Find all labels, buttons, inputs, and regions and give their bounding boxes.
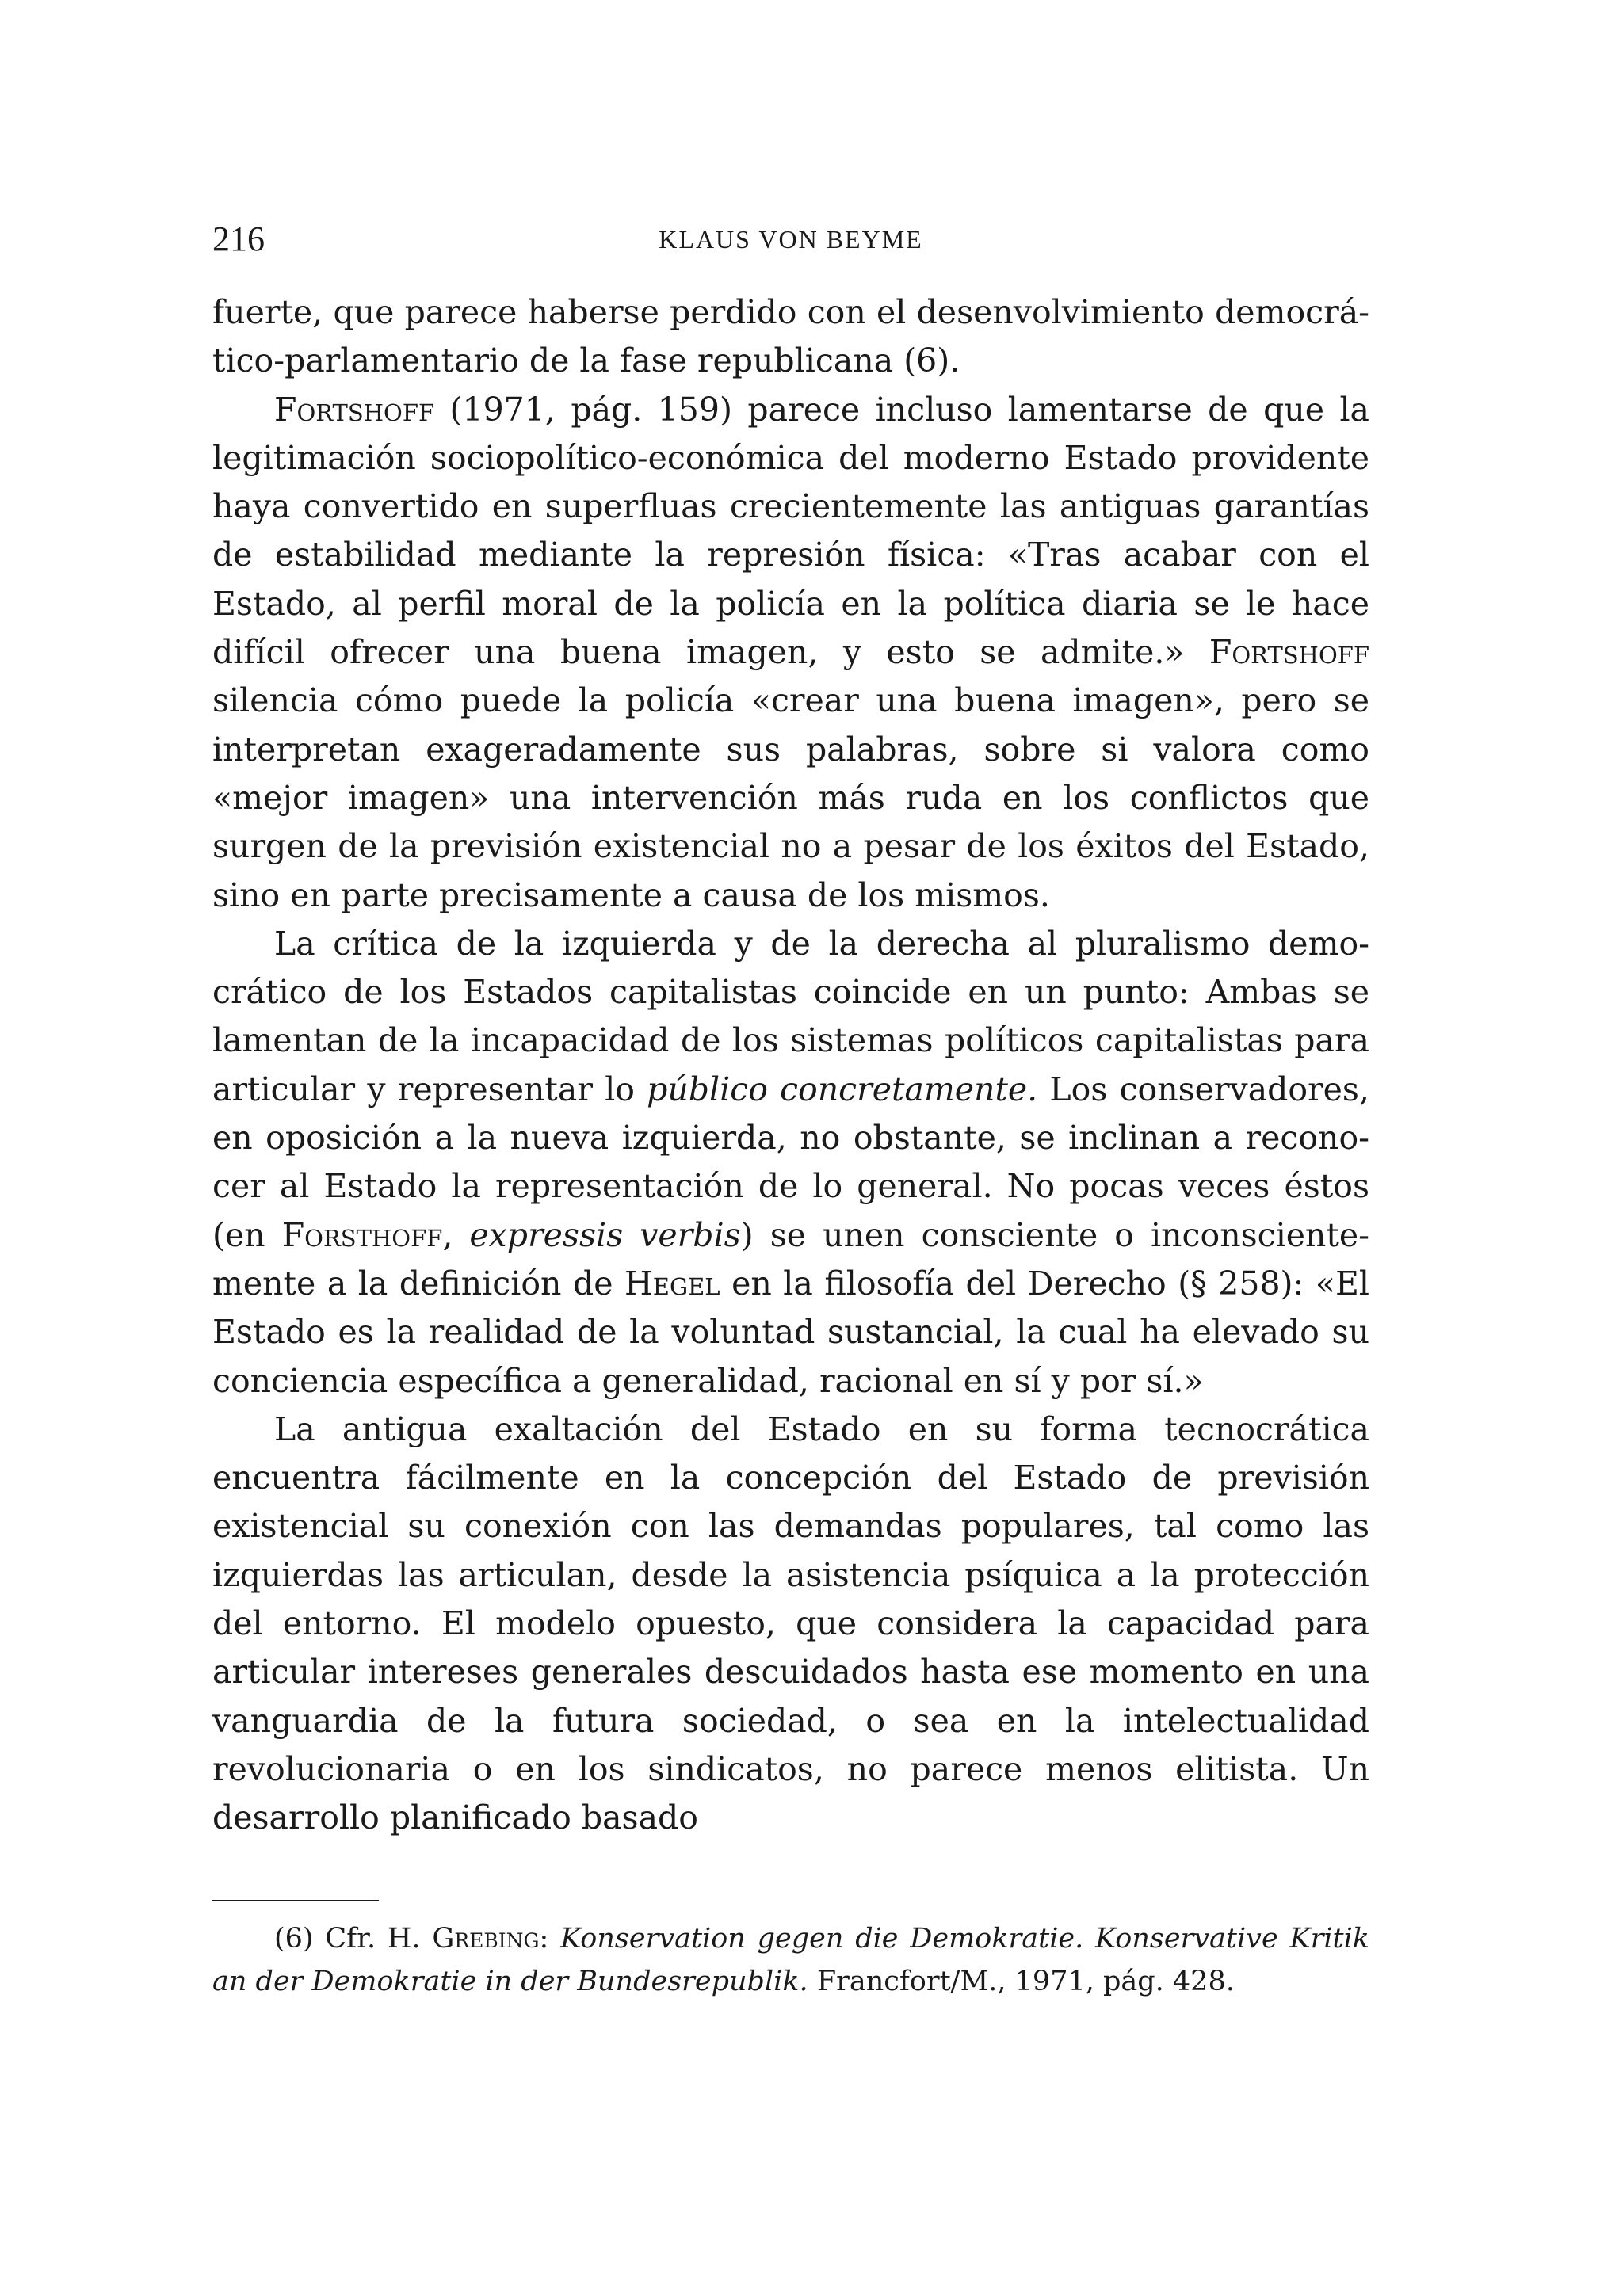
paragraph-text: en la filosofía del Derecho (§ 258): «El Estado es la realidad de la voluntad sustancial, la cual ha elevado su conciencia específica a generalidad, racional en sí y por sí.» [212,1264,1370,1400]
paragraph-text: ) se unen consciente o inconscientemente a la definición de [212,1215,1369,1302]
paragraph-text: La crítica de la izquierda y de la derecha al pluralismo democrático de los Estados capitalistas coincide en un punto: Ambas se lamentan de la incapacidad de los sistemas políticos capitalistas para articular y representar lo [212,924,1369,1108]
paragraph-text: Los conservadores, en oposición a la nueva izquierda, no obstante, se inclinan a reconocer al Estado la representación de lo general. No pocas veces éstos (en [212,1070,1369,1254]
book-title: Konservation gegen die Demokratie. Konservative Kritik an der Demokratie in der Bundesrepublik. [212,1923,1369,1997]
paragraph-text: (1971, pág. 159) parece incluso lamentarse de que la legitimación sociopolítico-económica del moderno Estado providente haya convertido en superfluas crecientemente las antiguas garantías de estabilidad mediante la represión física: «Tras acabar con el Estado, al perfil moral de la policía en la política diaria se le hace difícil ofrecer una buena imagen, y esto se admite.» [212,390,1369,672]
page-number: 216 [212,219,265,258]
paragraph-text: La antigua exaltación del Estado en su forma tecnocrática encuentra fácilmente en la concepción del Estado de previsión existencial su conexión con las demandas populares, tal como las izquierdas las articulan, desde la asistencia psíquica a la protección del entorno. El modelo opuesto, que considera la capacidad para articular intereses generales descuidados hasta ese momento en una vanguardia de la futura sociedad, o sea en la intelectualidad revolucionaria o en los sindicatos, no parece menos elitista. Un desarrollo planificado basado [212,1409,1369,1837]
page-header [212,215,1369,263]
body-text [212,288,1369,1843]
paragraph-1 [212,288,1369,386]
paragraph-3 [212,920,1369,1405]
running-head: KLAUS VON BEYME [659,225,923,254]
footnote-text: Francfort/M., 1971, pág. 428. [808,1966,1235,1997]
paragraph-2 [212,386,1369,920]
footnote-6 [212,1917,1369,2003]
footnote-text: : [539,1923,561,1955]
author-name: Hegel [624,1264,720,1302]
author-name: Forsthoff [281,1215,443,1254]
author-name: Grebing [432,1923,540,1955]
footnote-text: (6) Cfr. H. [274,1923,433,1955]
author-name: Fortshoff [274,390,435,429]
paragraph-text: , [442,1215,470,1254]
emphasis-text: público concretamente. [647,1070,1038,1108]
author-name: Fortshoff [1209,633,1369,672]
paragraph-4 [212,1405,1369,1843]
emphasis-text: expressis verbis [469,1215,741,1254]
footnotes [212,1917,1369,2003]
paragraph-text: silencia cómo puede la policía «crear una buena imagen», pero se interpretan exageradamente sus palabras, sobre si valora como «mejor imagen» una intervención más ruda en los conflictos que surgen de la previsión existencial no a pesar de los éxitos del Estado, sino en parte precisamente a causa de los mismos. [212,681,1369,914]
paragraph-text: fuerte, que parece haberse perdido con el desenvolvimiento democrático-parlamentario de la fase republicana (6). [212,293,1369,380]
footnote-divider [212,1900,379,1901]
